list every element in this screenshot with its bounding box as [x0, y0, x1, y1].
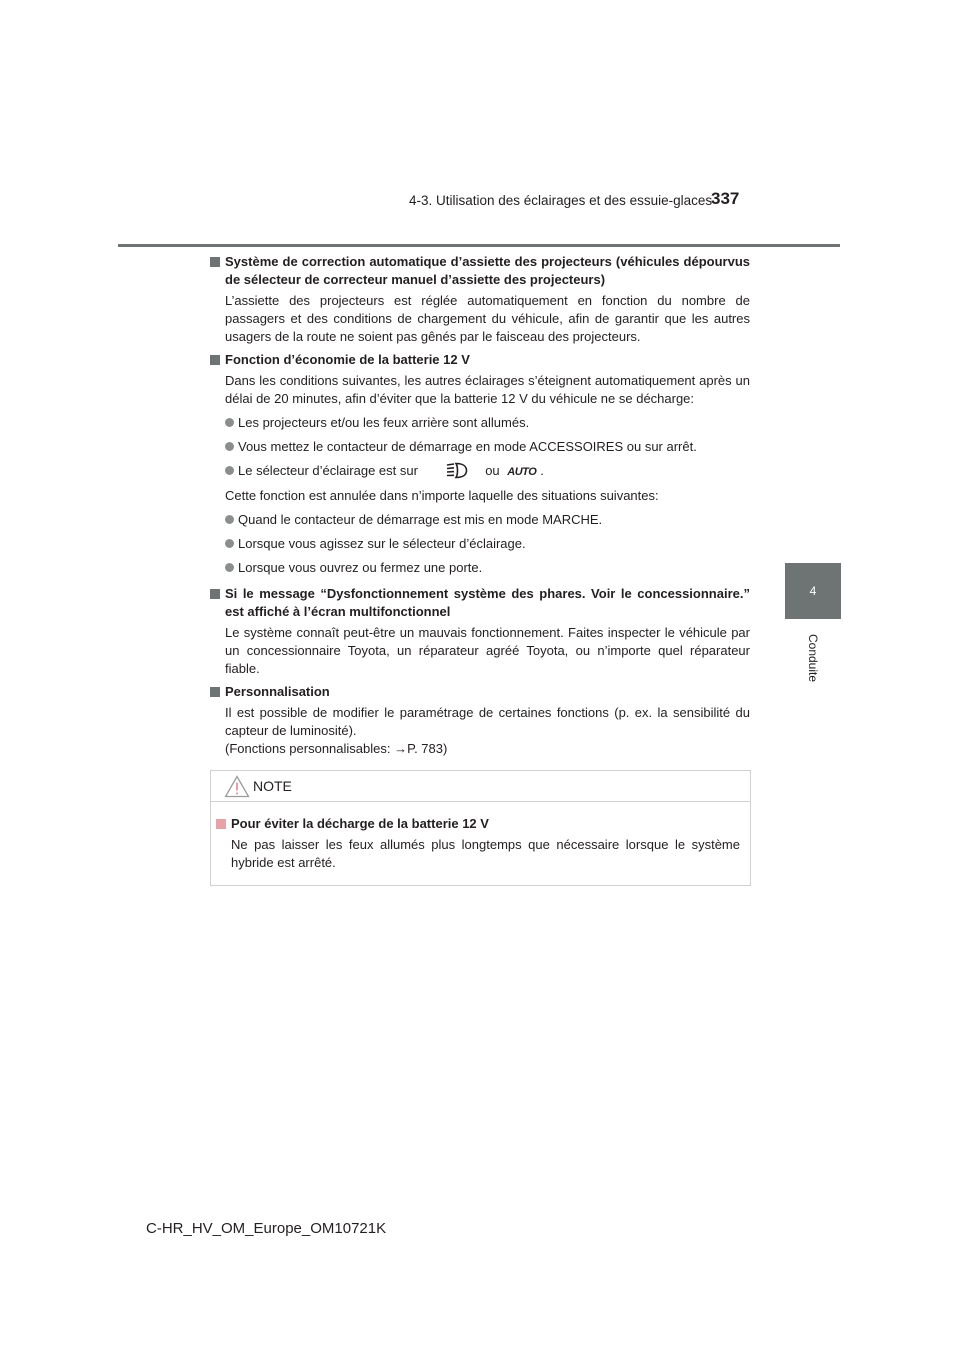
bullet-icon — [225, 418, 234, 427]
section-heading: Personnalisation — [225, 684, 330, 699]
section-malfunction-message — [210, 585, 750, 678]
section-square-icon — [210, 589, 220, 599]
section-square-icon — [210, 687, 220, 697]
section-body: Il est possible de modifier le paramétrage de certaines fonctions (p. ex. la sensibilité du capteur de luminosité). — [225, 705, 750, 738]
note-box — [210, 770, 751, 886]
bullet-icon — [225, 442, 234, 451]
bullet-icon — [225, 563, 234, 572]
section-battery-saver — [210, 351, 750, 577]
chapter-tab[interactable] — [785, 563, 841, 619]
bullet-icon — [225, 539, 234, 548]
note-square-icon — [216, 819, 226, 829]
page-number: 337 — [711, 189, 740, 208]
section-heading: Si le message “Dysfonctionnement système des phares. Voir le concessionnaire.” est affiché à l’écran multifonctionnel — [225, 586, 750, 619]
list-item-selector: Le sélecteur d’éclairage est sur ou AUTO . — [225, 462, 750, 481]
list-item: Lorsque vous agissez sur le sélecteur d’éclairage. — [225, 535, 750, 553]
note-label: NOTE — [253, 778, 292, 794]
list-item: Quand le contacteur de démarrage est mis en mode MARCHE. — [225, 511, 750, 529]
cancel-intro: Cette fonction est annulée dans n’importe laquelle des situations suivantes: — [225, 488, 659, 503]
page-reference-link[interactable]: (Fonctions personnalisables: →P. 783) — [225, 741, 448, 756]
main-content — [210, 253, 750, 763]
section-heading: Fonction d’économie de la batterie 12 V — [225, 352, 470, 367]
note-heading: Pour éviter la décharge de la batterie 12 V — [231, 816, 489, 831]
auto-mode-icon: AUTO — [507, 466, 537, 478]
section-body: L’assiette des projecteurs est réglée automatiquement en fonction du nombre de passagers et des conditions de chargement du véhicule, afin de garantir que les autres usagers de la route ne soient pas gênés par le faisceau des projecteurs. — [225, 293, 750, 344]
section-intro: Dans les conditions suivantes, les autres éclairages s’éteignent automatiquement après un délai de 20 minutes, afin d’éviter que la batterie 12 V du véhicule ne se décharge: — [225, 373, 750, 406]
note-body-text: Ne pas laisser les feux allumés plus longtemps que nécessaire lorsque le système hybride est arrêté. — [231, 837, 740, 870]
section-square-icon — [210, 257, 220, 267]
list-item: Les projecteurs et/ou les feux arrière sont allumés. — [225, 414, 750, 432]
headlight-icon — [446, 462, 468, 479]
warning-triangle-icon — [224, 775, 250, 798]
bullet-icon — [225, 466, 234, 475]
document-id: C-HR_HV_OM_Europe_OM10721K — [146, 1220, 387, 1237]
section-heading: Système de correction automatique d’assiette des projecteurs (véhicules dépourvus de sélecteur de correcteur manuel d’assiette des projecteurs) — [225, 254, 750, 287]
bullet-icon — [225, 515, 234, 524]
section-title: 4-3. Utilisation des éclairages et des essuie-glaces — [409, 193, 713, 208]
header-divider — [118, 244, 840, 247]
section-square-icon — [210, 355, 220, 365]
section-customization — [210, 683, 750, 758]
list-item: Vous mettez le contacteur de démarrage en mode ACCESSOIRES ou sur arrêt. — [225, 438, 750, 456]
section-auto-leveling — [210, 253, 750, 346]
chapter-label: Conduite — [805, 633, 820, 683]
section-body: Le système connaît peut-être un mauvais fonctionnement. Faites inspecter le véhicule par un concessionnaire Toyota, un réparateur agréé Toyota, ou n’importe quel réparateur fiable. — [225, 625, 750, 676]
chapter-number: 4 — [809, 584, 817, 598]
list-item: Lorsque vous ouvrez ou fermez une porte. — [225, 559, 750, 577]
